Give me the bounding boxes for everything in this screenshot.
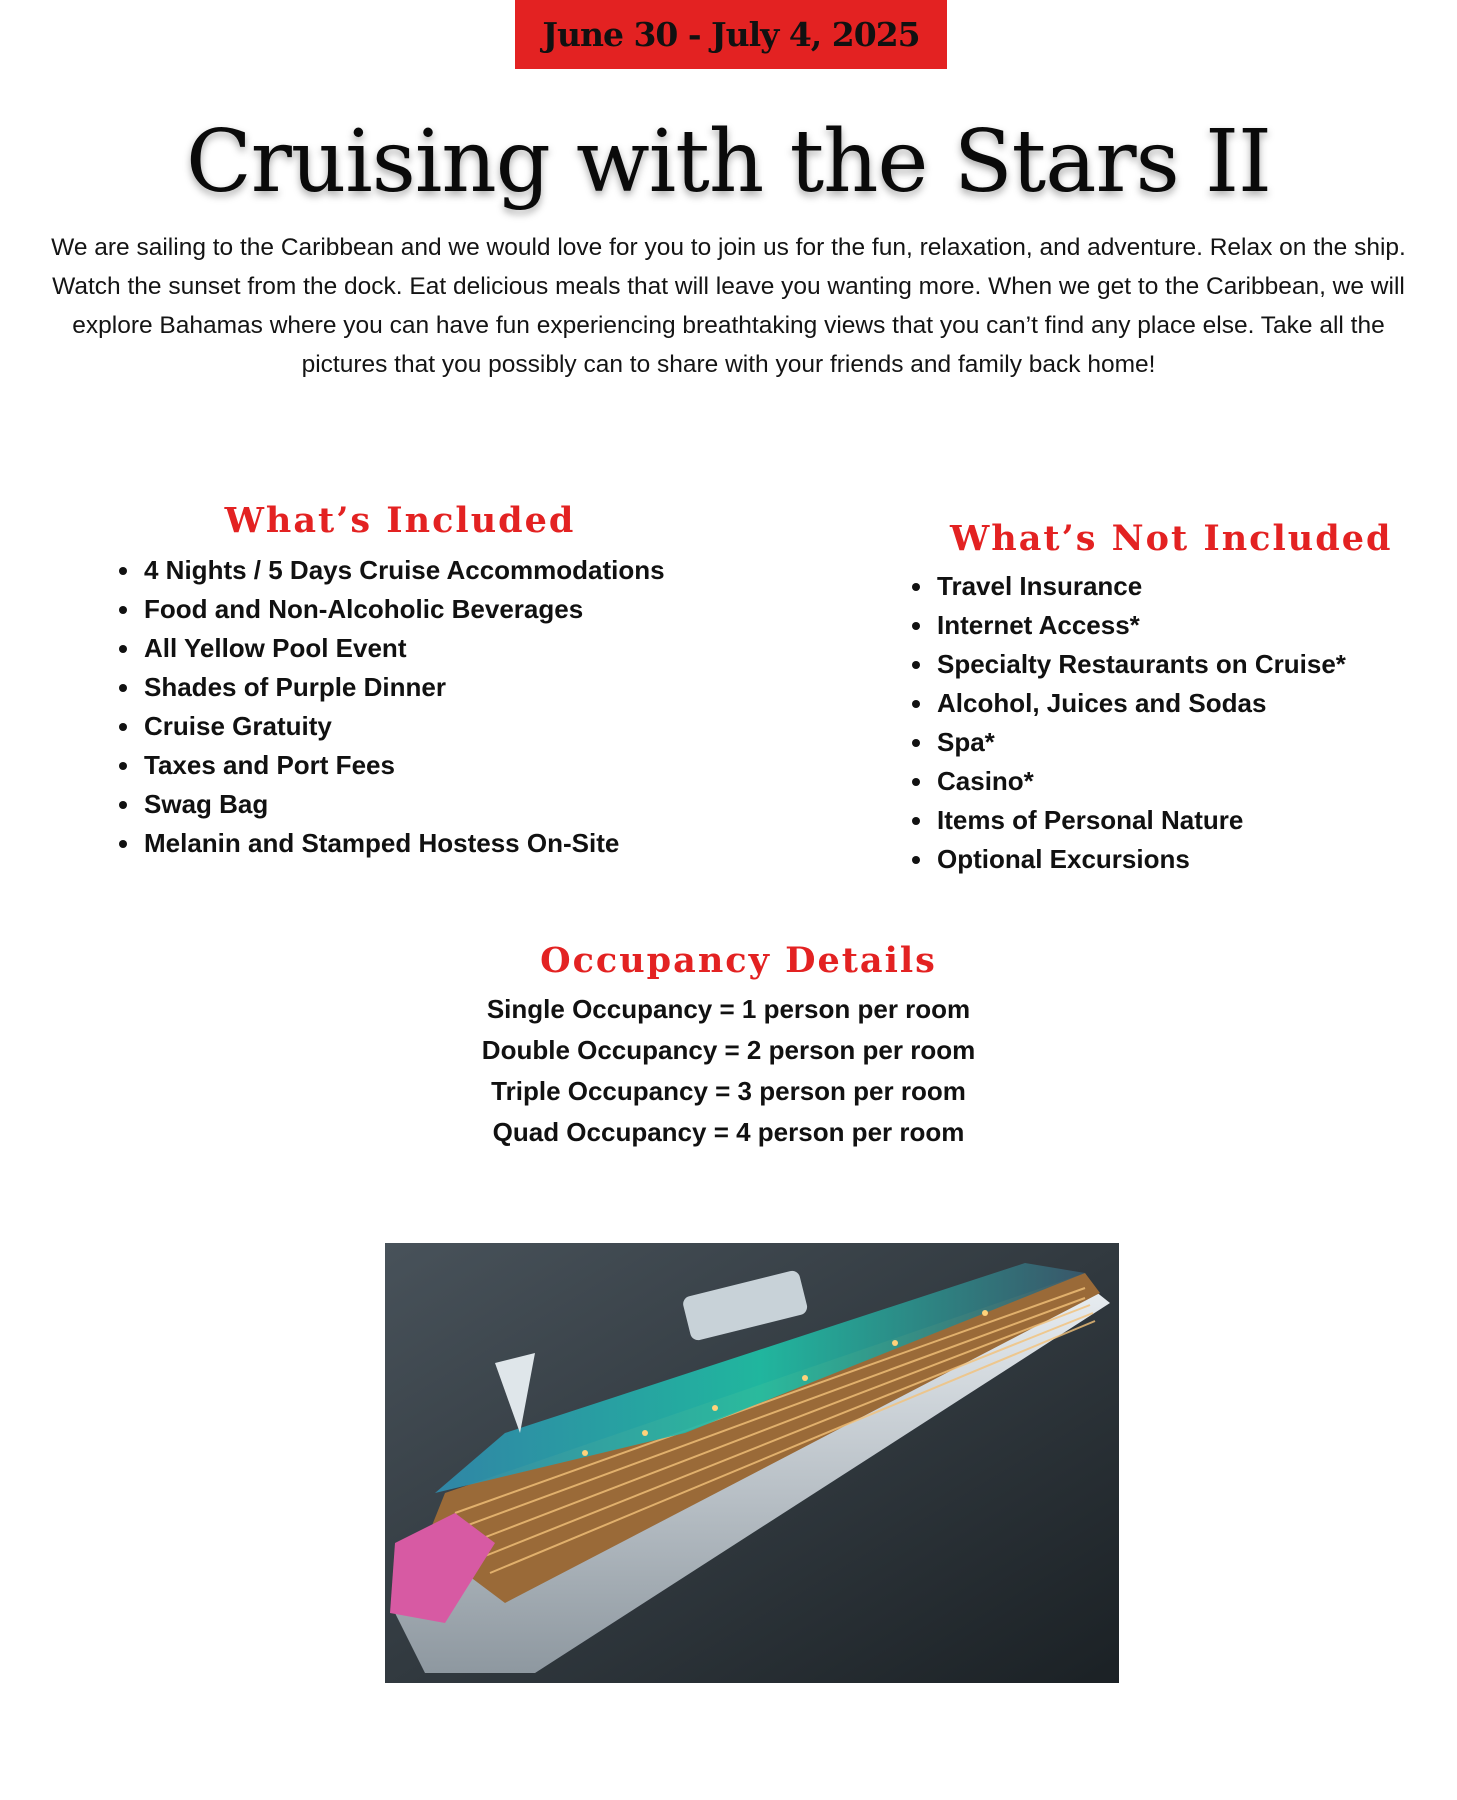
occupancy-line: Quad Occupancy = 4 person per room [492, 1117, 965, 1147]
bullet-icon [119, 801, 127, 809]
occupancy-line: Single Occupancy = 1 person per room [486, 994, 971, 1024]
bullet-icon [119, 684, 127, 692]
list-item: Internet Access* [893, 606, 1413, 645]
list-item: Spa* [893, 723, 1413, 762]
occupancy-heading: Occupancy Details [540, 940, 937, 981]
page-title: Cruising with the Stars II [185, 112, 1272, 212]
bullet-icon [912, 856, 920, 864]
not-included-section [893, 518, 1413, 879]
bullet-icon [912, 583, 920, 591]
included-heading: What’s Included [224, 500, 576, 541]
bullet-icon [119, 645, 127, 653]
bullet-icon [912, 661, 920, 669]
not-included-list [893, 567, 1413, 879]
date-banner [515, 0, 947, 69]
list-item: Melanin and Stamped Hostess On-Site [100, 824, 720, 863]
list-item: Items of Personal Nature [893, 801, 1413, 840]
list-item: Cruise Gratuity [100, 707, 720, 746]
occupancy-line: Double Occupancy = 2 person per room [481, 1035, 976, 1065]
intro-paragraph: We are sailing to the Caribbean and we would love for you to join us for the fun, relaxation, and adventure. Relax on the ship. Watch the sunset from the dock. Eat delicious meals that will leave you wanting more. When we get to the Caribbean, we will explore Bahamas where you can have fun experiencing breathtaking views that you can’t find any place else. Take all the pictures that you possibly can to share with your friends and family back home! [51, 234, 1406, 378]
bullet-icon [912, 739, 920, 747]
list-item: Alcohol, Juices and Sodas [893, 684, 1413, 723]
occupancy-list [0, 989, 1457, 1153]
list-item: 4 Nights / 5 Days Cruise Accommodations [100, 551, 720, 590]
bullet-icon [119, 567, 127, 575]
cruise-ship-photo [385, 1243, 1119, 1683]
cruise-ship-icon [385, 1243, 1119, 1683]
occupancy-section [0, 940, 1457, 1153]
bullet-icon [912, 817, 920, 825]
bullet-icon [119, 723, 127, 731]
occupancy-line: Triple Occupancy = 3 person per room [491, 1076, 966, 1106]
trip-dates: June 30 - July 4, 2025 [542, 15, 920, 54]
list-item: Travel Insurance [893, 567, 1413, 606]
list-item: Food and Non-Alcoholic Beverages [100, 590, 720, 629]
list-item: Casino* [893, 762, 1413, 801]
bullet-icon [912, 700, 920, 708]
bullet-icon [119, 606, 127, 614]
bullet-icon [119, 762, 127, 770]
list-item: Swag Bag [100, 785, 720, 824]
bullet-icon [119, 840, 127, 848]
list-item: All Yellow Pool Event [100, 629, 720, 668]
not-included-heading: What’s Not Included [950, 518, 1393, 559]
bullet-icon [912, 622, 920, 630]
included-section [100, 500, 720, 863]
list-item: Optional Excursions [893, 840, 1413, 879]
included-list [100, 551, 720, 863]
list-item: Specialty Restaurants on Cruise* [893, 645, 1413, 684]
bullet-icon [912, 778, 920, 786]
list-item: Shades of Purple Dinner [100, 668, 720, 707]
list-item: Taxes and Port Fees [100, 746, 720, 785]
